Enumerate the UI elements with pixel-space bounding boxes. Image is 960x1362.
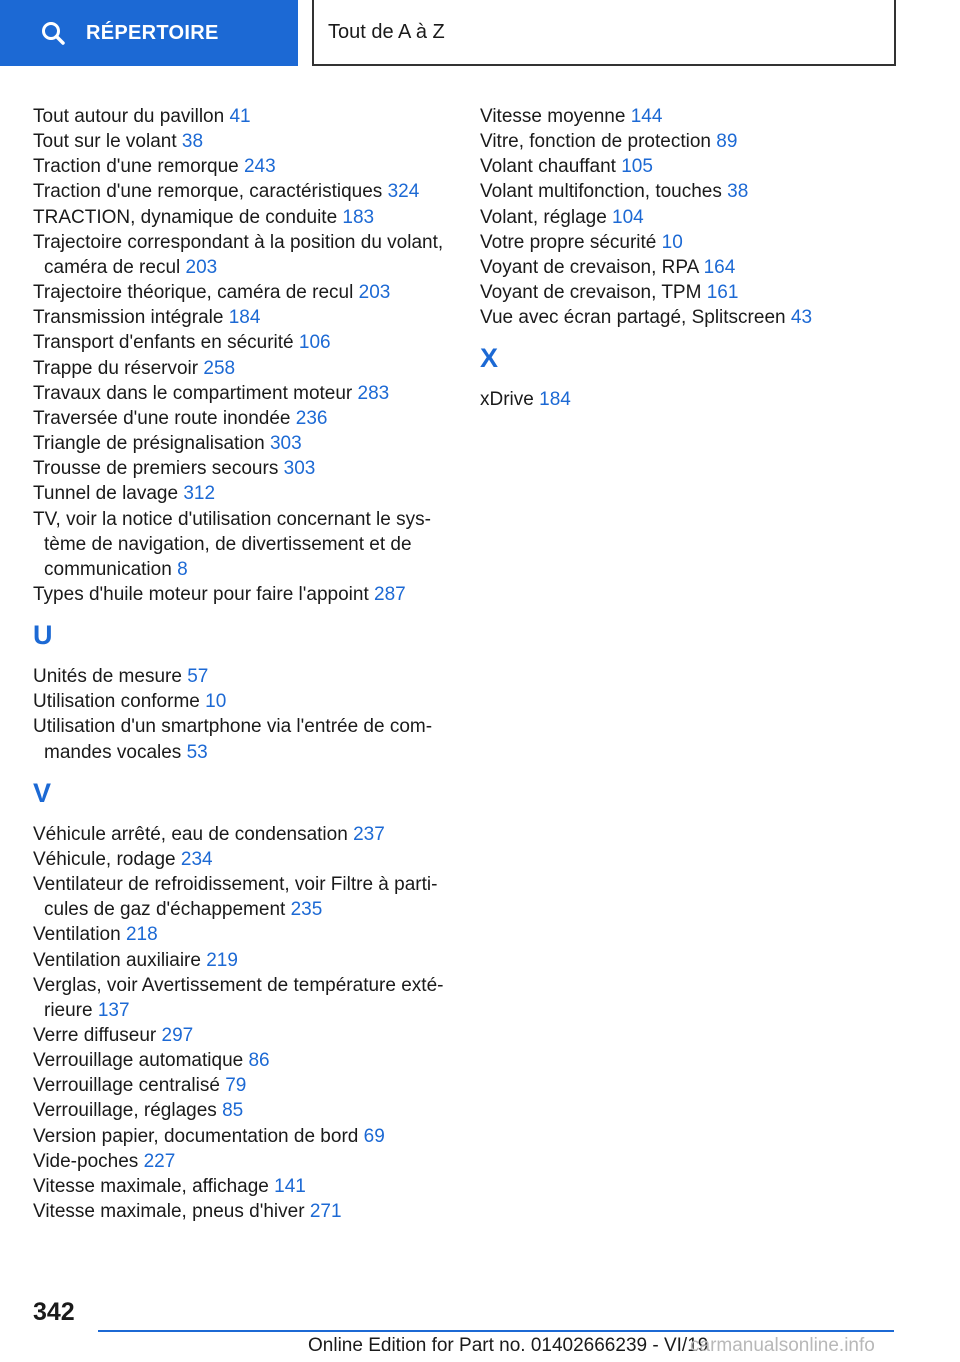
index-entry-text: Véhicule, rodage (33, 848, 176, 870)
edition-footer: Online Edition for Part no. 01402666239 - VI/19 (308, 1335, 709, 1356)
page-link[interactable]: 303 (283, 458, 316, 480)
index-column-right (480, 104, 920, 413)
index-entry-text: Utilisation conforme (33, 691, 200, 713)
watermark: carmanualsonline.info (690, 1335, 875, 1356)
index-entry-text: Transmission intégrale (33, 307, 224, 329)
index-entry-text: Trajectoire théorique, caméra de recul (33, 282, 354, 304)
index-letter-heading: X (480, 343, 499, 374)
index-entry (33, 305, 453, 330)
index-entry (33, 154, 453, 179)
page-link[interactable]: 297 (161, 1025, 194, 1046)
index-entry-text: Triangle de présignalisation (33, 433, 265, 455)
page-link[interactable]: 69 (363, 1125, 385, 1147)
index-entry-text: Véhicule arrêté, eau de condensation (33, 823, 348, 845)
index-entry (33, 714, 453, 764)
index-entry (480, 104, 920, 129)
page-link[interactable]: 38 (181, 131, 204, 153)
page-link[interactable]: 235 (290, 899, 323, 921)
page-link[interactable]: 218 (125, 924, 158, 946)
index-entry-text: Verglas, voir Avertissement de température exté‐rieure (33, 974, 444, 1021)
index-entry (480, 387, 920, 412)
page-link[interactable]: 57 (187, 666, 209, 688)
index-column-left (33, 104, 453, 1224)
index-entry-text: Vide-poches (33, 1150, 139, 1172)
page-link[interactable]: 287 (374, 583, 406, 605)
page-link[interactable]: 10 (661, 231, 683, 253)
index-letter-heading: U (33, 620, 53, 651)
index-entry (33, 1199, 453, 1224)
index-entry (33, 1149, 453, 1174)
index-entry-text: Traction d'une remorque, caractéristiques (33, 181, 383, 203)
page-link[interactable]: 303 (269, 433, 302, 455)
index-entry (480, 305, 920, 330)
page-link[interactable]: 203 (358, 282, 391, 304)
page-link[interactable]: 10 (205, 691, 227, 713)
page-link[interactable]: 79 (225, 1075, 247, 1097)
index-entry (480, 230, 920, 255)
index-entry (33, 129, 453, 154)
page-link[interactable]: 38 (727, 181, 749, 203)
page-link[interactable]: 227 (143, 1150, 176, 1172)
index-entry-text: Version papier, documentation de bord (33, 1125, 359, 1147)
page-link[interactable]: 105 (621, 156, 653, 178)
page-link[interactable]: 236 (295, 407, 328, 429)
page-link[interactable]: 203 (185, 256, 218, 278)
index-entry (33, 205, 453, 230)
page-link[interactable]: 161 (706, 282, 739, 304)
index-entry (480, 154, 920, 179)
index-entry (33, 481, 453, 506)
section-title: Tout de A à Z (312, 0, 896, 66)
index-entry (33, 582, 453, 607)
index-entry-text: Transport d'enfants en sécurité (33, 332, 294, 354)
page-link[interactable]: 237 (353, 823, 385, 845)
page-link[interactable]: 183 (342, 206, 375, 228)
page-link[interactable]: 219 (206, 949, 238, 971)
index-entry (33, 948, 453, 973)
index-entry-text: Types d'huile moteur pour faire l'appoint (33, 583, 369, 605)
index-entry (33, 179, 453, 204)
page-link[interactable]: 243 (243, 156, 276, 178)
page-link[interactable]: 271 (309, 1201, 342, 1223)
index-entry (33, 431, 453, 456)
index-entry-text: Travaux dans le compartiment moteur (33, 382, 353, 404)
page-link[interactable]: 85 (222, 1100, 244, 1122)
index-entry-text: Tout sur le volant (33, 131, 177, 153)
page-link[interactable]: 137 (97, 999, 130, 1021)
page-link[interactable]: 43 (790, 307, 813, 329)
index-entry (33, 847, 453, 872)
page-link[interactable]: 141 (274, 1175, 306, 1197)
index-entry (480, 205, 920, 230)
index-entry-text: Unités de mesure (33, 666, 182, 688)
index-entry-text: Ventilation (33, 924, 121, 946)
page-link[interactable]: 312 (183, 483, 216, 505)
index-entry-text: Vue avec écran partagé, Splitscreen (480, 307, 786, 329)
index-entry-text: Volant chauffant (480, 156, 616, 178)
page-link[interactable]: 106 (298, 332, 331, 354)
index-entry-text: TRACTION, dynamique de conduite (33, 206, 338, 228)
index-entry (480, 255, 920, 280)
page-link[interactable]: 8 (177, 558, 188, 580)
index-entry (33, 456, 453, 481)
index-entry-text: Ventilateur de refroidissement, voir Filtre à parti‐cules de gaz d'échappement (33, 874, 438, 921)
index-entry (33, 356, 453, 381)
index-entry (33, 922, 453, 947)
index-entry (33, 230, 453, 280)
index-entry-text: Utilisation d'un smartphone via l'entrée de com‐mandes vocales (33, 716, 433, 763)
page-link[interactable]: 184 (228, 307, 261, 329)
index-entry (33, 973, 453, 1023)
index-entry (33, 280, 453, 305)
index-entry (33, 1098, 453, 1123)
index-entry (33, 1073, 453, 1098)
page-link[interactable]: 234 (180, 848, 213, 870)
index-entry-text: xDrive (480, 389, 534, 411)
index-entry-text: Vitesse maximale, pneus d'hiver (33, 1201, 305, 1223)
index-entry-text: Votre propre sécurité (480, 231, 657, 253)
index-entry-text: Volant, réglage (480, 206, 607, 228)
index-entry-text: Trajectoire correspondant à la position du volant, caméra de recul (33, 231, 444, 278)
page-link[interactable]: 89 (716, 131, 738, 153)
page-link[interactable]: 283 (357, 382, 390, 404)
index-entry-text: Voyant de crevaison, RPA (480, 256, 699, 278)
index-entry-text: Voyant de crevaison, TPM (480, 282, 702, 304)
page-link[interactable]: 53 (186, 741, 208, 763)
page-link[interactable]: 144 (630, 106, 663, 127)
index-entry-text: Verrouillage centralisé (33, 1075, 220, 1097)
index-entry (33, 104, 453, 129)
index-entry (33, 822, 453, 847)
page-number: 342 (33, 1298, 75, 1326)
index-entry-text: Traversée d'une route inondée (33, 407, 291, 429)
index-entry-text: Vitre, fonction de protection (480, 131, 711, 153)
index-entry (480, 280, 920, 305)
index-entry (33, 507, 453, 582)
page-link[interactable]: 41 (229, 106, 251, 127)
page-link[interactable]: 184 (539, 389, 571, 411)
page-link[interactable]: 164 (703, 256, 736, 278)
index-entry (33, 330, 453, 355)
index-entry (33, 1023, 453, 1048)
index-entry-text: Verre diffuseur (33, 1025, 157, 1046)
index-entry (33, 1048, 453, 1073)
index-entry-text: Vitesse moyenne (480, 106, 626, 127)
page-link[interactable]: 324 (387, 181, 420, 203)
index-entry-text: Tout autour du pavillon (33, 106, 225, 127)
page-link[interactable]: 258 (203, 357, 236, 379)
index-entry-text: Verrouillage, réglages (33, 1100, 217, 1122)
index-entry (480, 179, 920, 204)
header (0, 0, 960, 66)
index-entry-text: Verrouillage automatique (33, 1050, 244, 1072)
page-link[interactable]: 104 (612, 206, 644, 228)
index-entry (33, 1124, 453, 1149)
index-search-label: RÉPERTOIRE (86, 21, 219, 44)
index-entry-text: Ventilation auxiliaire (33, 949, 201, 971)
index-entry-text: Trousse de premiers secours (33, 458, 279, 480)
index-letter-heading: V (33, 777, 52, 808)
footer-divider (98, 1330, 894, 1332)
index-entry (33, 1174, 453, 1199)
index-entry (33, 406, 453, 431)
index-entry (33, 664, 453, 689)
index-entry-text: Traction d'une remorque (33, 156, 239, 178)
index-entry-text: Trappe du réservoir (33, 357, 199, 379)
index-entry-text: TV, voir la notice d'utilisation concernant le sys‐tème de navigation, de divertissement et de communication (33, 508, 431, 580)
index-entry (33, 381, 453, 406)
index-entry (33, 689, 453, 714)
index-entry-text: Vitesse maximale, affichage (33, 1175, 269, 1197)
index-search-button[interactable] (0, 0, 298, 66)
index-entry-text: Volant multifonction, touches (480, 181, 722, 203)
index-entry (480, 129, 920, 154)
search-icon (40, 20, 66, 46)
index-entry (33, 872, 453, 922)
index-entry-text: Tunnel de lavage (33, 483, 179, 505)
page-link[interactable]: 86 (248, 1050, 270, 1072)
